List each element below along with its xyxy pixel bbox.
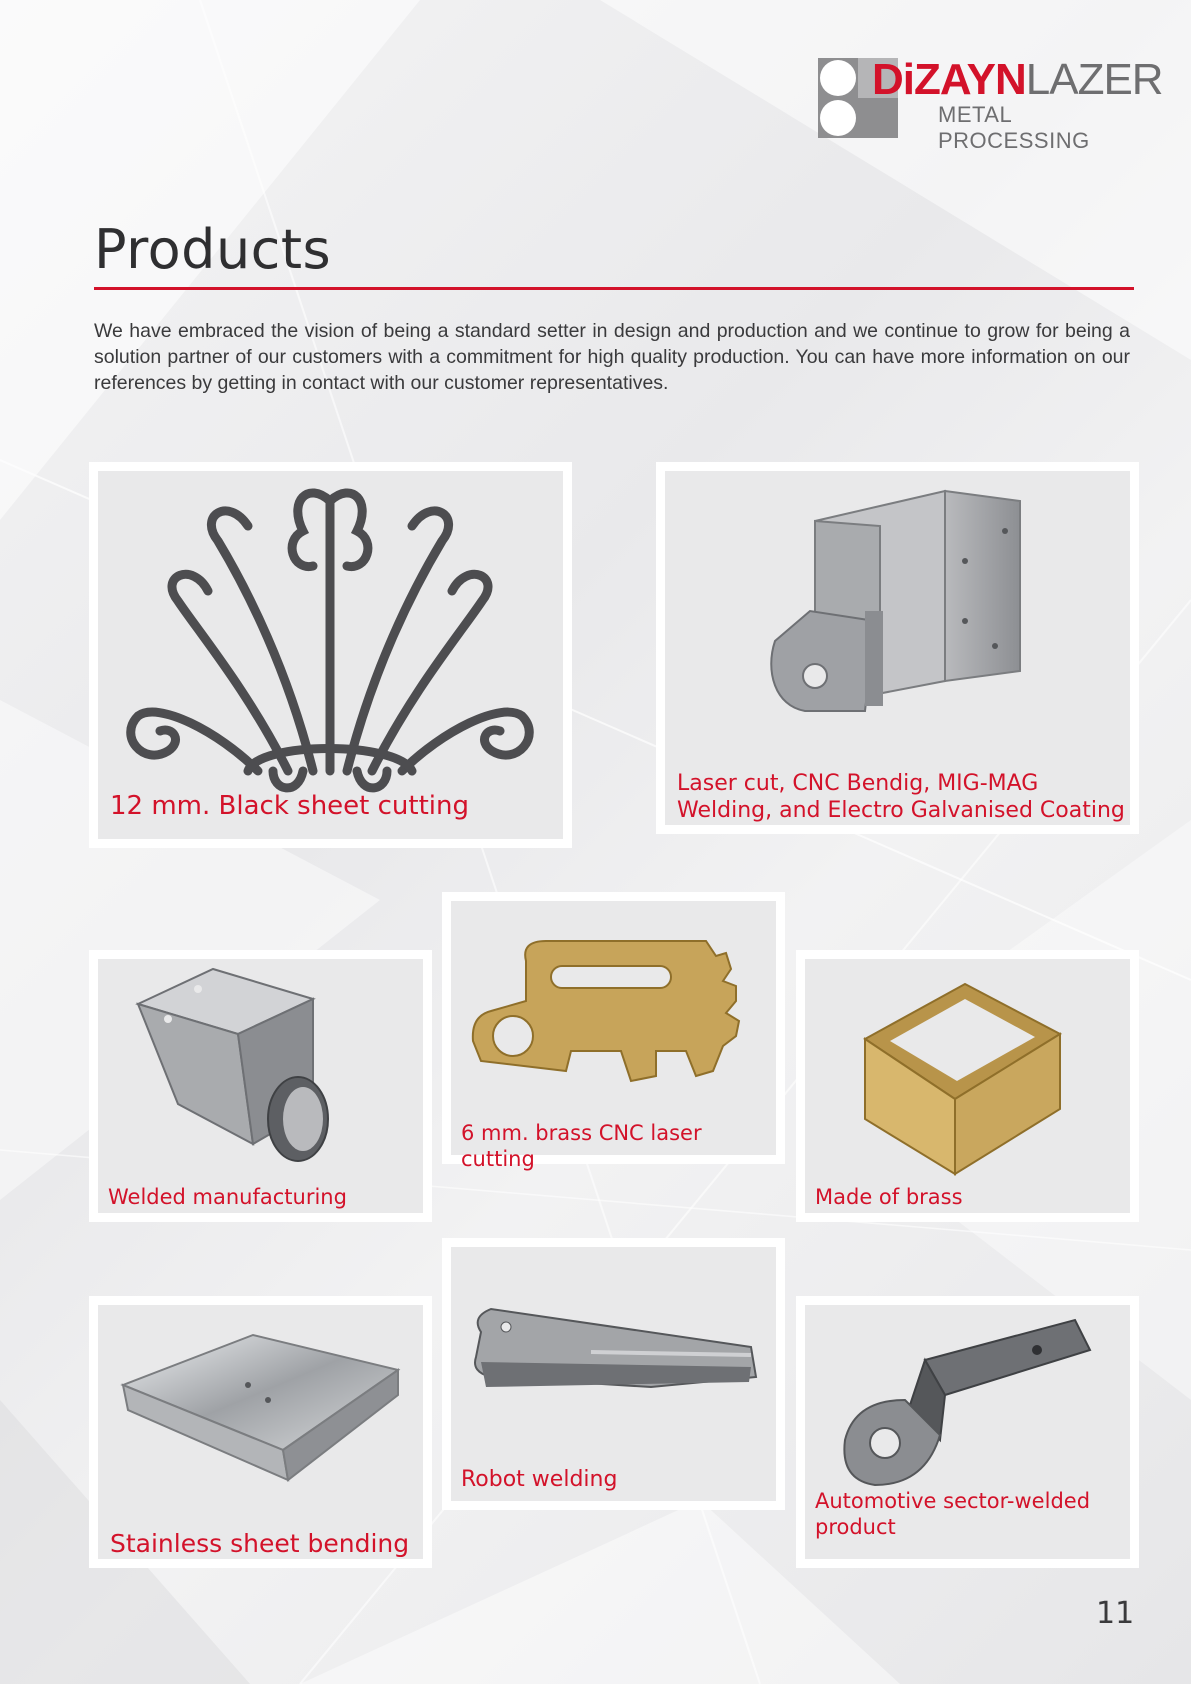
product-caption: Laser cut, CNC Bendig, MIG-MAG Welding, and Electro Galvanised Coating (677, 771, 1125, 823)
product-card-brass-box (796, 950, 1139, 1222)
intro-paragraph: We have embraced the vision of being a standard setter in design and production and we continue to grow for being a solution partner of our customers with a commitment for high quality production. You can have more information on our references by getting in contact with our customer representatives. (94, 320, 1130, 394)
product-caption: Made of brass (815, 1185, 963, 1209)
product-card-galvanised-bracket (656, 462, 1139, 834)
product-caption: Welded manufacturing (108, 1185, 347, 1209)
welded-box-image (98, 959, 423, 1213)
ornament-image (98, 471, 563, 839)
title-divider (94, 287, 1134, 290)
robot-weld-part-image (451, 1247, 776, 1501)
product-caption: 6 mm. brass CNC laser cutting (461, 1121, 702, 1171)
product-card-robot-welding (442, 1238, 785, 1510)
product-caption: Robot welding (461, 1467, 618, 1492)
product-card-stainless (89, 1296, 432, 1568)
page-number: 11 (1096, 1596, 1135, 1631)
stainless-tray-image (98, 1305, 423, 1559)
company-logo (816, 55, 1163, 153)
product-caption: Automotive sector-welded product (815, 1489, 1091, 1539)
product-card-welded (89, 950, 432, 1222)
product-card-black-sheet (89, 462, 572, 848)
logo-wordmark: DiZAYNLAZER (872, 55, 1163, 104)
brass-plate-image (451, 901, 776, 1155)
product-caption: Stainless sheet bending (110, 1529, 410, 1558)
product-caption: 12 mm. Black sheet cutting (110, 791, 469, 821)
page-title: Products (94, 218, 332, 281)
product-card-brass-cnc (442, 892, 785, 1171)
brass-box-image (805, 959, 1130, 1213)
logo-tagline: METAL PROCESSING (938, 102, 1090, 153)
product-card-automotive (796, 1296, 1139, 1568)
